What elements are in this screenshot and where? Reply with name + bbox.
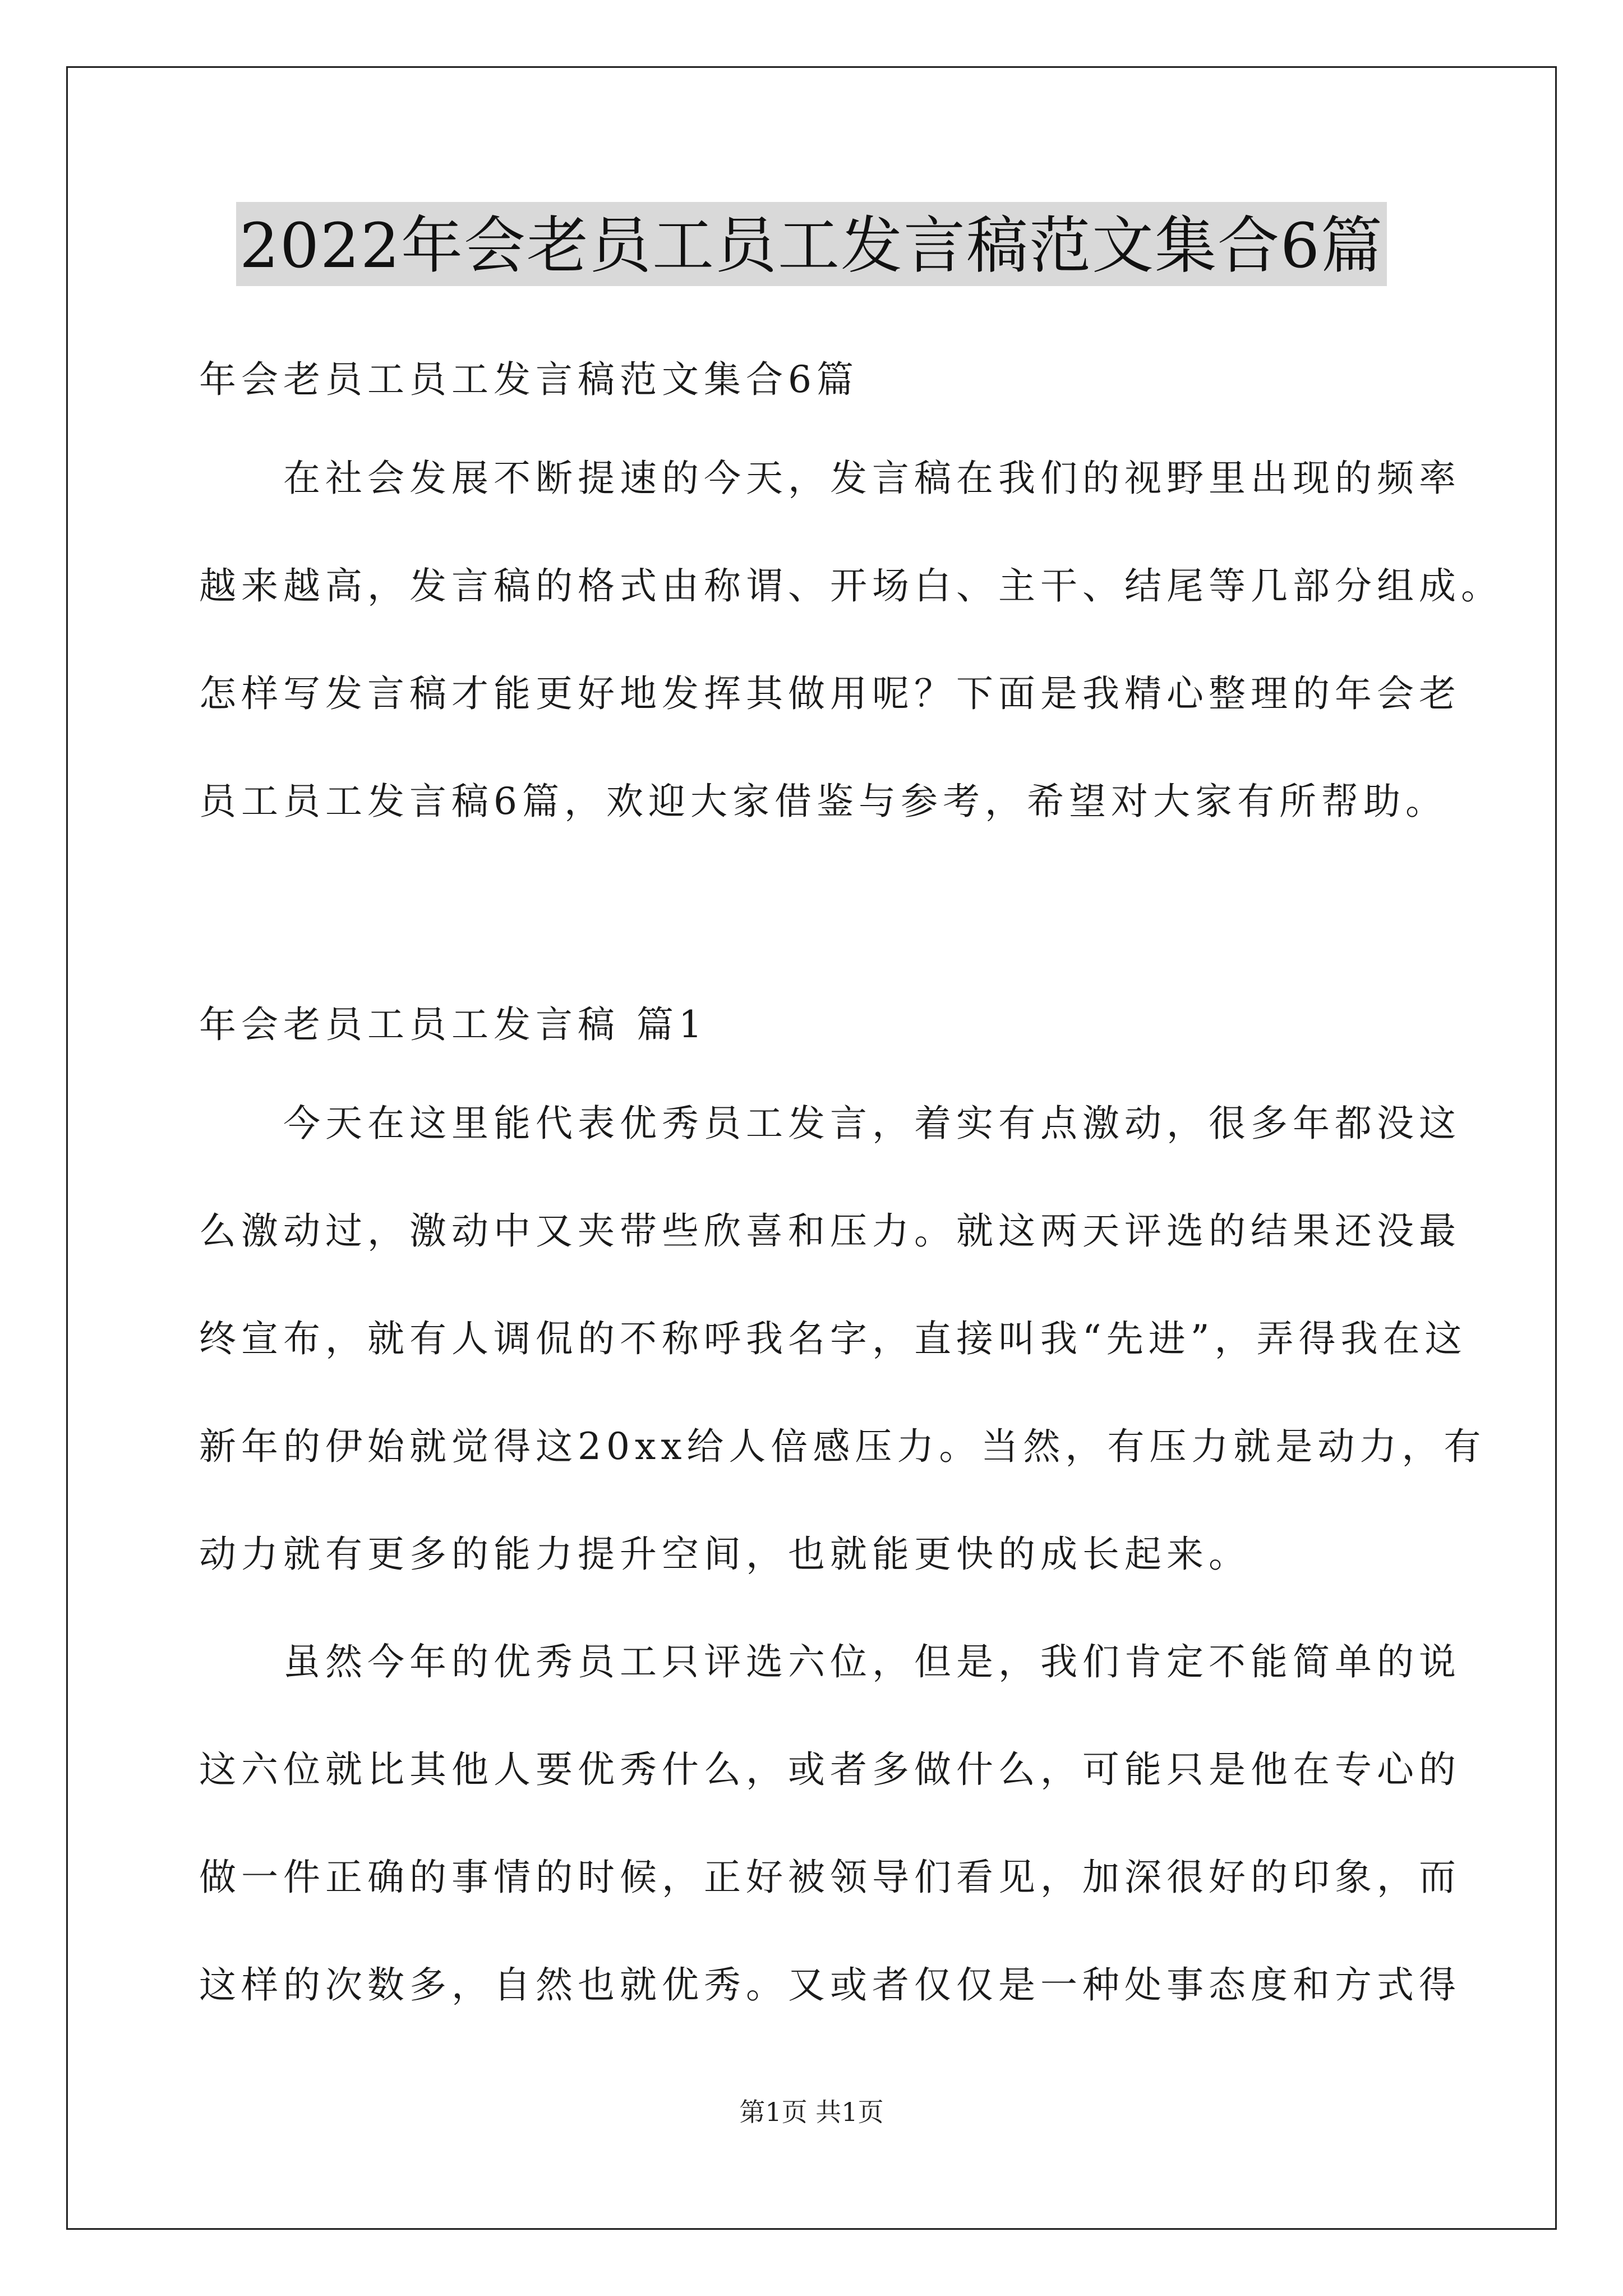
intro-line: 在社会发展不断提速的今天，发言稿在我们的视野里出现的频率 (283, 457, 1461, 500)
paragraph-line: 虽然今年的优秀员工只评选六位，但是，我们肯定不能简单的说 (283, 1640, 1461, 1683)
intro-line: 怎样写发言稿才能更好地发挥其做用呢？下面是我精心整理的年会老 (199, 672, 1461, 715)
page-footer: 第1页 共1页 (739, 2097, 884, 2127)
document-title: 2022年会老员工员工发言稿范文集合6篇 (236, 202, 1387, 286)
paragraph-line: 么激动过，激动中又夹带些欣喜和压力。就这两天评选的结果还没最 (199, 1209, 1461, 1253)
intro-line: 越来越高，发言稿的格式由称谓、开场白、主干、结尾等几部分组成。 (199, 564, 1503, 608)
paragraph-line: 这样的次数多，自然也就优秀。又或者仅仅是一种处事态度和方式得 (199, 1963, 1461, 2007)
paragraph-line: 新年的伊始就觉得这20xx给人倍感压力。当然，有压力就是动力，有 (199, 1425, 1486, 1468)
paragraph-line: 终宣布，就有人调侃的不称呼我名字，直接叫我“先进”，弄得我在这 (199, 1317, 1467, 1360)
paragraph-line: 动力就有更多的能力提升空间，也就能更快的成长起来。 (199, 1533, 1251, 1576)
subtitle: 年会老员工员工发言稿范文集合6篇 (199, 358, 859, 401)
paragraph-line: 今天在这里能代表优秀员工发言，着实有点激动，很多年都没这 (283, 1102, 1461, 1145)
title-container (0, 202, 1623, 286)
paragraph-line: 做一件正确的事情的时候，正好被领导们看见，加深很好的印象，而 (199, 1856, 1461, 1899)
intro-line: 员工员工发言稿6篇，欢迎大家借鉴与参考，希望对大家有所帮助。 (199, 780, 1447, 823)
section-heading: 年会老员工员工发言稿 篇1 (199, 1003, 707, 1046)
paragraph-line: 这六位就比其他人要优秀什么，或者多做什么，可能只是他在专心的 (199, 1748, 1461, 1791)
